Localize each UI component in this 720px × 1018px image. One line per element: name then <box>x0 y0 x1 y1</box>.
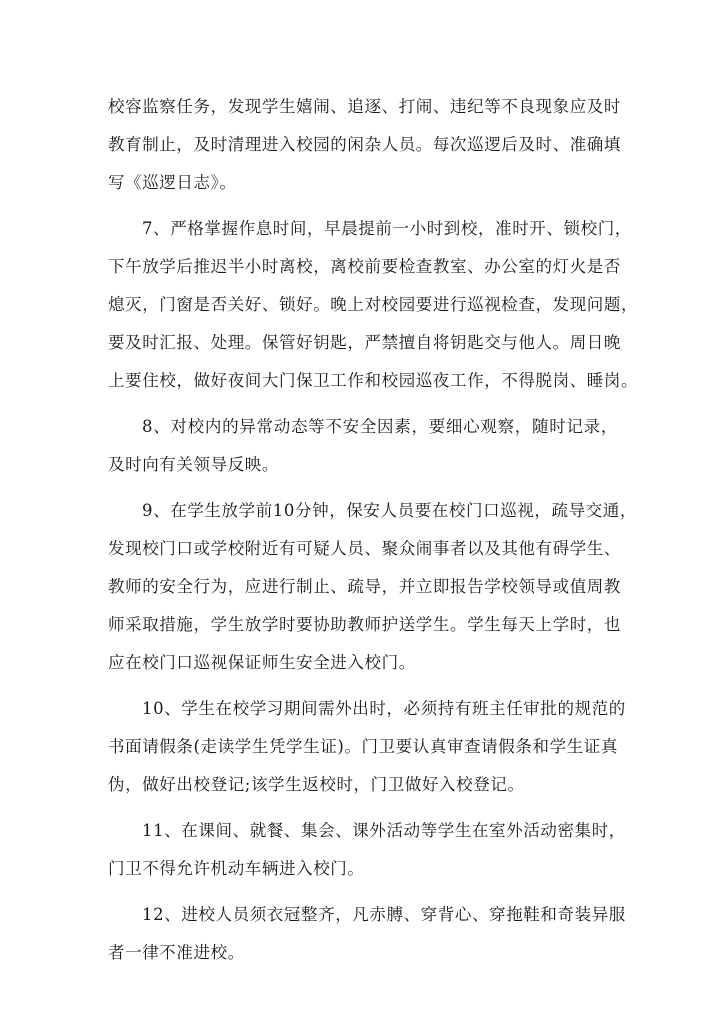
text-line: 11、在课间、就餐、集会、课外活动等学生在室外活动密集时， <box>142 821 626 840</box>
text-line: 发现校门口或学校附近有可疑人员、聚众闹事者以及其他有碍学生、 <box>108 539 621 558</box>
text-line: 10、学生在校学习期间需外出时，必须持有班主任审批的规范的 <box>142 699 626 718</box>
text-line: 7、严格掌握作息时间，早晨提前一小时到校，准时开、锁校门， <box>142 219 632 238</box>
text-line: 上要住校，做好夜间大门保卫工作和校园巡夜工作，不得脱岗、睡岗。 <box>108 371 639 390</box>
text-line: 8、对校内的异常动态等不安全因素，要细心观察，随时记录， <box>142 417 618 436</box>
text-line: 书面请假条(走读学生凭学生证)。门卫要认真审查请假条和学生证真 <box>108 737 618 756</box>
text-line: 应在校门口巡视保证师生安全进入校门。 <box>108 653 416 672</box>
text-line: 写《巡逻日志》。 <box>108 173 237 192</box>
text-line: 下午放学后推迟半小时离校，离校前要检查教室、办公室的灯火是否 <box>108 257 621 276</box>
paragraph-item-9 <box>108 492 637 682</box>
paragraph-item-11 <box>108 812 626 888</box>
text-line: 及时向有关领导反映。 <box>108 455 279 474</box>
paragraph-continuation <box>108 88 621 202</box>
text-line: 伪，做好出校登记;该学生返校时，门卫做好入校登记。 <box>108 775 525 794</box>
paragraph-item-8 <box>108 408 618 484</box>
text-line: 熄灭，门窗是否关好、锁好。晚上对校园要进行巡视检查，发现问题， <box>108 295 639 314</box>
text-line: 12、进校人员须衣冠整齐，凡赤膊、穿背心、穿拖鞋和奇装异服 <box>142 905 626 924</box>
paragraph-item-10 <box>108 690 626 804</box>
paragraph-item-7 <box>108 210 639 400</box>
text-line: 教育制止，及时清理进入校园的闲杂人员。每次巡逻后及时、准确填 <box>108 135 621 154</box>
text-line: 教师的安全行为，应进行制止、疏导，并立即报告学校领导或值周教 <box>108 577 621 596</box>
text-line: 校容监察任务，发现学生嬉闹、追逐、打闹、违纪等不良现象应及时 <box>108 97 621 116</box>
text-line: 要及时汇报、处理。保管好钥匙，严禁擅自将钥匙交与他人。周日晚 <box>108 333 621 352</box>
text-line: 门卫不得允许机动车辆进入校门。 <box>108 859 365 878</box>
text-line: 师采取措施，学生放学时要协助教师护送学生。学生每天上学时，也 <box>108 615 621 634</box>
document-body <box>108 88 639 980</box>
text-line: 9、在学生放学前10分钟，保安人员要在校门口巡视，疏导交通， <box>142 501 637 520</box>
text-line: 者一律不准进校。 <box>108 943 245 962</box>
paragraph-item-12 <box>108 896 626 972</box>
